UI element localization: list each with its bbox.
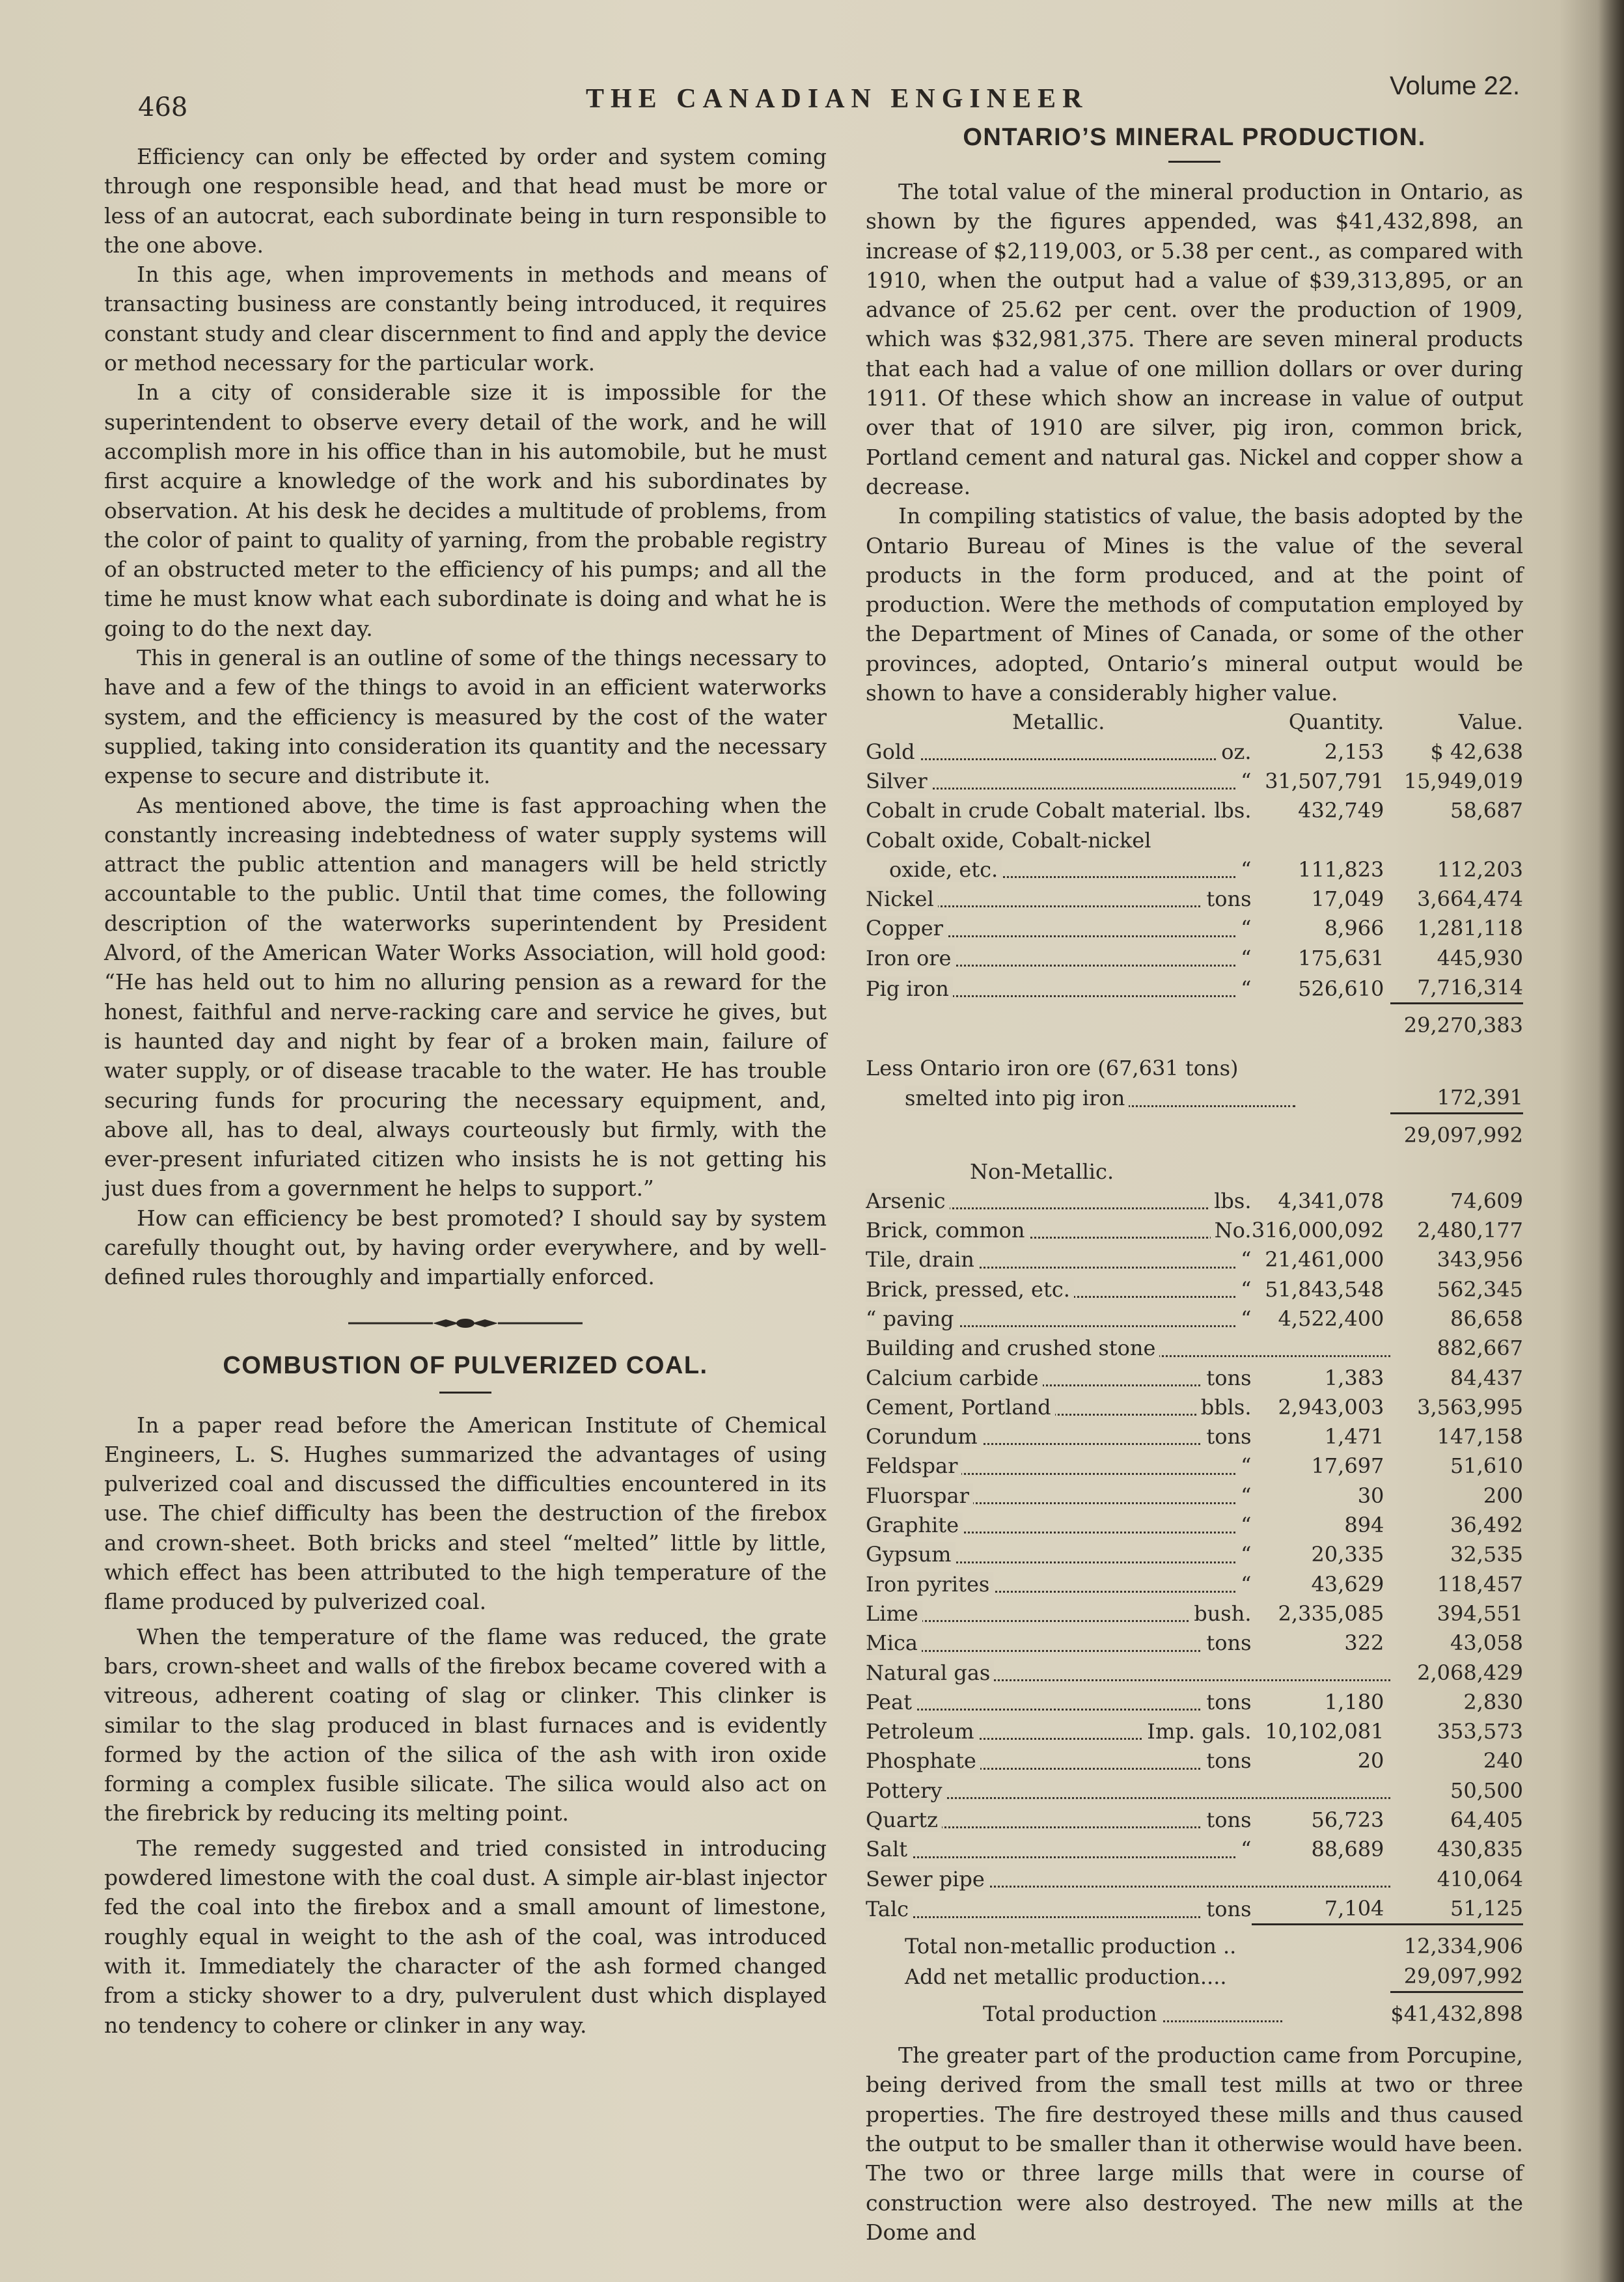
table-row: [866, 1216, 1523, 1245]
unit-label: oz.: [1217, 737, 1251, 767]
value-cell: [1390, 826, 1523, 855]
value-cell: 410,064: [1437, 1866, 1523, 1891]
table-row: [866, 1011, 1523, 1040]
value-cell: 562,345: [1437, 1276, 1523, 1302]
mineral-name: oxide, etc.: [889, 857, 1002, 882]
unit-label: “: [1237, 1481, 1251, 1511]
total-label: Add net metallic production....: [905, 1964, 1227, 1990]
quantity-cell: 526,610: [1298, 976, 1384, 1001]
title-rule: [1168, 161, 1220, 163]
page-header: [0, 65, 1624, 122]
mineral-name: Tile, drain: [866, 1247, 978, 1272]
outro-paragraph: The greater part of the production came from Porcupine, being derived from the small test mills at two or three properties. The fire destroyed these mills and thus caused the output to be smaller than it otherwise would have been. The two or three large mills that were in course of construction were also destroyed. The new mills at the Dome and: [866, 2042, 1523, 2245]
body-paragraph: This in general is an outline of some of the things necessary to have and a few of the things to avoid in an efficient waterworks system, and the efficiency is measured by the cost of the water supplied, taking into consideration its quantity and the necessary expense to secure and distribute it.: [104, 645, 827, 789]
mineral-name: Cobalt oxide, Cobalt-nickel: [866, 828, 1155, 853]
table-row: [866, 826, 1523, 855]
quantity-cell: 1,383: [1324, 1365, 1384, 1390]
table-row: [866, 1334, 1523, 1363]
mineral-name: Iron pyrites: [866, 1572, 993, 1597]
value-cell: 74,609: [1450, 1188, 1523, 1213]
unit-label: “: [1237, 1275, 1251, 1304]
table-row: [866, 1835, 1523, 1864]
mineral-name: Gold: [866, 739, 919, 764]
table-row: [866, 1894, 1523, 1925]
quantity-cell: 175,631: [1298, 945, 1384, 970]
unit-label: “: [1237, 1540, 1251, 1569]
mineral-name: Nickel: [866, 887, 938, 911]
sum-rule: [1390, 1992, 1523, 2000]
quantity-cell: 56,723: [1311, 1808, 1384, 1833]
table-header-row: [866, 1157, 1523, 1187]
quantity-cell: 10,102,081: [1265, 1719, 1384, 1744]
mineral-name: Brick, common: [866, 1218, 1028, 1243]
quantity-cell: 316,000,092: [1251, 1218, 1384, 1243]
mineral-name: Graphite: [866, 1513, 963, 1537]
quantity-cell: 30: [1357, 1483, 1384, 1508]
unit-label: Imp. gals.: [1143, 1717, 1251, 1746]
value-cell: 36,492: [1450, 1513, 1523, 1538]
quantity-cell: 43,629: [1311, 1571, 1384, 1597]
total-label: Total non-metallic production ..: [905, 1934, 1237, 1959]
mineral-article-title: ONTARIO’S MINERAL PRODUCTION.: [963, 124, 1426, 151]
volume-label: Volume 22.: [1390, 72, 1521, 100]
value-cell: 3,563,995: [1417, 1394, 1523, 1420]
value-cell: 2,480,177: [1417, 1218, 1523, 1243]
mineral-name: Lime: [866, 1601, 922, 1626]
unit-label: bush.: [1190, 1599, 1251, 1629]
mineral-name: Pig iron: [866, 976, 953, 1001]
mineral-name: Fluorspar: [866, 1483, 973, 1508]
less-line: Less Ontario iron ore (67,631 tons): [866, 1055, 1239, 1080]
coal-paragraph: When the temperature of the flame was reduced, the grate bars, crown-sheet and walls of the firebox became covered with a vitreous, adherent coating of slag or clinker. This clinker is similar to the slag produced in blast furnaces and is evidently formed by the action of the silica of the ash with iron oxide forming a complex fusible silicate. The silica would also act on the firebrick by reducing its melting point.: [104, 1623, 827, 1826]
value-cell: 394,551: [1437, 1601, 1523, 1626]
unit-label: “: [1237, 855, 1251, 885]
quantity-cell: 17,049: [1311, 887, 1384, 912]
value-cell: 343,956: [1437, 1247, 1523, 1272]
value-cell: 1,281,118: [1417, 916, 1523, 941]
table-row: [866, 1422, 1523, 1451]
mineral-name: Arsenic: [866, 1189, 950, 1213]
value-cell: 445,930: [1437, 945, 1523, 970]
unit-label: “: [1237, 1570, 1251, 1599]
mineral-name: Natural gas: [866, 1660, 994, 1685]
table-row: [866, 1776, 1523, 1806]
table-header-row: [866, 708, 1523, 737]
table-row: [866, 1275, 1523, 1304]
value-cell: 50,500: [1450, 1778, 1523, 1803]
unit-label: tons: [1202, 1746, 1251, 1776]
less-value: 172,391: [1437, 1084, 1523, 1110]
table-row: [866, 1806, 1523, 1835]
table-row: [866, 914, 1523, 943]
quantity-cell: 322: [1344, 1630, 1384, 1656]
unit-label: “: [1237, 1304, 1251, 1334]
value-cell: 240: [1483, 1748, 1523, 1774]
table-row: [866, 796, 1523, 825]
unit-label: “: [1237, 944, 1251, 973]
table-row: [866, 2000, 1523, 2029]
mineral-name: Building and crushed stone: [866, 1336, 1159, 1360]
unit-label: “: [1237, 974, 1251, 1004]
value-cell: 51,125: [1450, 1895, 1523, 1921]
journal-title: THE CANADIAN ENGINEER: [586, 84, 1089, 114]
table-row: [866, 1364, 1523, 1393]
quantity-cell: 21,461,000: [1265, 1247, 1384, 1272]
table-row: [866, 973, 1523, 1004]
table-row: [866, 855, 1523, 885]
table-row: [866, 1451, 1523, 1481]
quantity-cell: 2,335,085: [1278, 1601, 1384, 1626]
quantity-cell: 432,749: [1298, 798, 1384, 823]
body-paragraph: In a city of considerable size it is impossible for the superintendent to observe every detail of the work, and he will accomplish more in his office than in his automobile, but he must first acquire a knowledge of the work and his subordinates by observation. At his desk he decides a multitude of problems, from the color of paint to quality of yarning, from the probable registry of an obstructed meter to the efficiency of his pumps; and all the time he must know what each subordinate is doing and what he is going to do the next day.: [104, 379, 827, 641]
quantity-cell: 111,823: [1298, 857, 1384, 882]
unit-label: lbs.: [1210, 1187, 1251, 1216]
table-row: [866, 1540, 1523, 1569]
table-row: [866, 1083, 1523, 1114]
coal-paragraph: In a paper read before the American Institute of Chemical Engineers, L. S. Hughes summarized the advantages of using pulverized coal and discussed the difficulties encountered in its use. The chief difficulty has been the destruction of the firebox and crown-sheet. Both bricks and steel “melted” little by little, which effect has been attributed to the high temperature of the flame produced by pulverized coal.: [104, 1412, 827, 1615]
title-rule: [439, 1392, 491, 1394]
nonmetallic-total: 12,334,906: [1403, 1934, 1523, 1959]
mineral-name: Quartz: [866, 1808, 942, 1832]
value-cell: 32,535: [1450, 1542, 1523, 1567]
table-row: [866, 1054, 1523, 1083]
mineral-name: Petroleum: [866, 1719, 978, 1744]
quantity-cell: 20: [1357, 1748, 1384, 1774]
total-label: Total production: [983, 2001, 1161, 2026]
mineral-name: Salt: [866, 1837, 911, 1862]
unit-label: bbls.: [1197, 1393, 1252, 1422]
unit-label: tons: [1202, 885, 1251, 914]
mineral-name: Phosphate: [866, 1748, 980, 1773]
quantity-cell: 4,341,078: [1278, 1188, 1384, 1213]
table-row: [866, 1962, 1523, 1992]
value-cell: 3,664,474: [1417, 887, 1523, 912]
coal-paragraph: The remedy suggested and tried consisted in introducing powdered limestone with the coal dust. A simple air-blast injector fed the coal into the firebox and a small amount of limestone, roughly equal in weight to the ash of the coal, was introduced with it. Immediately the character of the ash formed changed from a sticky shower to a dry, pulverulent dust which displayed no tendency to cohere or clinker in any way.: [104, 1835, 827, 2038]
sum-rule: [1252, 1925, 1391, 1932]
mineral-name: Peat: [866, 1690, 916, 1714]
value-cell: 118,457: [1437, 1571, 1523, 1597]
table-row: [866, 1688, 1523, 1717]
metallic-heading: Metallic.: [1012, 709, 1105, 735]
unit-label: tons: [1202, 1895, 1251, 1924]
quantity-cell: 20,335: [1311, 1542, 1384, 1567]
section-ornament: [104, 1317, 827, 1330]
value-cell: 86,658: [1450, 1306, 1523, 1331]
total-value: $41,432,898: [1390, 2001, 1523, 2026]
unit-label: No.: [1211, 1216, 1252, 1245]
quantity-cell: 1,180: [1324, 1689, 1384, 1714]
table-row: [866, 1245, 1523, 1274]
value-cell: 51,610: [1450, 1453, 1523, 1479]
mineral-name: Brick, pressed, etc.: [866, 1277, 1074, 1302]
value-cell: 7,716,314: [1417, 975, 1523, 1000]
metallic-subtotal: 29,270,383: [1403, 1013, 1523, 1038]
table-row: [866, 767, 1523, 796]
mineral-name: Pottery: [866, 1778, 946, 1803]
table-row: [866, 1658, 1523, 1688]
unit-label: “: [1237, 914, 1251, 943]
left-column: [104, 142, 827, 2040]
mineral-name: Calcium carbide: [866, 1366, 1043, 1390]
unit-label: “: [1237, 1835, 1251, 1864]
mineral-name: Sewer pipe: [866, 1867, 989, 1891]
value-cell: 147,158: [1437, 1424, 1523, 1450]
coal-article-title: COMBUSTION OF PULVERIZED COAL.: [223, 1351, 708, 1379]
value-cell: 200: [1483, 1483, 1523, 1508]
mineral-name: Cobalt in crude Cobalt material.: [866, 798, 1211, 823]
body-paragraph: How can efficiency be best promoted? I should say by system carefully thought out, by having order everywhere, and by well-defined rules thoroughly and impartially enforced.: [104, 1205, 827, 1290]
table-row: [866, 1932, 1523, 1961]
sum-rule: [1390, 1114, 1523, 1121]
quantity-cell: 4,522,400: [1278, 1306, 1384, 1331]
mineral-name: “ paving: [866, 1306, 958, 1331]
quantity-cell: [1252, 826, 1391, 855]
quantity-cell: 7,104: [1324, 1895, 1384, 1921]
mineral-table: [866, 708, 1523, 2029]
mineral-name: Cement, Portland: [866, 1395, 1055, 1420]
table-row: [866, 1511, 1523, 1540]
unit-label: tons: [1202, 1422, 1251, 1451]
unit-label: tons: [1202, 1364, 1251, 1393]
unit-label: “: [1237, 767, 1251, 796]
table-row: [866, 1570, 1523, 1599]
quantity-cell: 8,966: [1324, 916, 1384, 941]
table-row: [866, 737, 1523, 767]
quantity-cell: 2,153: [1324, 739, 1384, 764]
value-cell: 84,437: [1450, 1365, 1523, 1390]
unit-label: “: [1237, 1245, 1251, 1274]
intro-paragraph: In compiling statistics of value, the basis adopted by the Ontario Bureau of Mines is the value of the several products in the form produced, and at the point of production. Were the methods of computation employed by the Department of Mines of Canada, or some of the other provinces, adopted, Ontario’s mineral output would be shown to have a considerably higher value.: [866, 503, 1523, 706]
table-row: [866, 1393, 1523, 1422]
less-line: smelted into pig iron: [905, 1086, 1129, 1110]
body-paragraph: Efficiency can only be effected by order and system coming through one responsible head, and that head must be more or less of an autocrat, each subordinate being in turn responsible to the one above.: [104, 144, 827, 258]
mineral-name: Copper: [866, 916, 947, 941]
table-row: [866, 1865, 1523, 1894]
unit-label: “: [1237, 1511, 1251, 1540]
quantity-cell: 2,943,003: [1278, 1394, 1384, 1420]
net-metallic: 29,097,992: [1403, 1123, 1523, 1148]
quantity-cell: 1,471: [1324, 1424, 1384, 1450]
value-cell: 430,835: [1437, 1837, 1523, 1862]
mineral-name: Iron ore: [866, 946, 955, 970]
body-paragraph: In this age, when improvements in methods and means of transacting business are constantly being introduced, it requires constant study and clear discernment to find and apply the device or method necessary for the particular work.: [104, 262, 827, 376]
mineral-name: Gypsum: [866, 1542, 956, 1567]
table-row: [866, 944, 1523, 973]
right-column: [866, 124, 1523, 2247]
binding-shadow: [1598, 0, 1624, 2282]
table-row: [866, 1121, 1523, 1150]
value-cell: $ 42,638: [1430, 739, 1523, 764]
unit-label: lbs.: [1210, 796, 1251, 825]
unit-label: tons: [1202, 1688, 1251, 1717]
add-net-value: 29,097,992: [1403, 1963, 1523, 1988]
value-cell: 15,949,019: [1403, 768, 1523, 793]
value-cell: 882,667: [1437, 1336, 1523, 1361]
page-number: 468: [138, 92, 188, 122]
unit-label: “: [1237, 1451, 1251, 1481]
table-row: [866, 1717, 1523, 1746]
nonmetallic-heading: Non-Metallic.: [970, 1159, 1114, 1184]
value-cell: 2,830: [1463, 1689, 1523, 1714]
quantity-cell: 51,843,548: [1265, 1276, 1384, 1302]
unit-label: tons: [1202, 1629, 1251, 1658]
mineral-name: Mica: [866, 1630, 922, 1655]
unit-label: tons: [1202, 1806, 1251, 1835]
quantity-cell: 894: [1344, 1513, 1384, 1538]
mineral-name: Corundum: [866, 1424, 982, 1449]
value-cell: 2,068,429: [1417, 1660, 1523, 1685]
table-row: [866, 1481, 1523, 1511]
quantity-cell: 88,689: [1311, 1837, 1384, 1862]
value-cell: 64,405: [1450, 1808, 1523, 1833]
value-cell: 353,573: [1437, 1719, 1523, 1744]
value-heading: Value.: [1458, 709, 1523, 735]
value-cell: 58,687: [1450, 798, 1523, 823]
mineral-name: Talc: [866, 1897, 913, 1921]
table-row: [866, 1187, 1523, 1216]
value-cell: 112,203: [1437, 857, 1523, 882]
value-cell: 43,058: [1450, 1630, 1523, 1656]
table-row: [866, 885, 1523, 914]
quantity-cell: 17,697: [1311, 1453, 1384, 1479]
sum-rule: [1390, 1004, 1523, 1011]
table-row: [866, 1746, 1523, 1776]
mineral-name: Silver: [866, 769, 931, 793]
quantity-cell: 31,507,791: [1265, 768, 1384, 793]
body-paragraph: As mentioned above, the time is fast approaching when the constantly increasing indebtedness of water supply systems will attract the public attention and managers will be held strictly accountable to the public. Until that time comes, the following description of the waterworks superintendent by President Alvord, of the American Water Works Association, will hold good: “He has held out to him no alluring pension as a reward for the honest, faithful and nerve-racking care and service he gives, but is haunted day and night by fear of a broken main, failure of water supply, or of disease tracable to the water. He has trouble securing funds for procuring the necessary equipment, and, above all, has to deal, always courteously but firmly, with the ever-present infuriated citizen who insists he is not getting his just dues from a government he helps to support.”: [104, 792, 827, 1202]
mineral-name: Feldspar: [866, 1453, 961, 1478]
quantity-heading: Quantity.: [1288, 709, 1384, 735]
intro-paragraph: The total value of the mineral production in Ontario, as shown by the figures appended, was $41,432,898, an increase of $2,119,003, or 5.38 per cent., as compared with 1910, when the output had a value of $39,313,895, or an advance of 25.62 per cent. over the production of 1909, which was $32,981,375. There are seven mineral products that each had a value of one million dollars or over during 1911. Of these which show an increase in value of output over that of 1910 are silver, pig iron, common brick, Portland cement and natural gas. Nickel and copper show a decrease.: [866, 179, 1523, 499]
table-row: [866, 1304, 1523, 1334]
table-row: [866, 1599, 1523, 1629]
table-row: [866, 1629, 1523, 1658]
